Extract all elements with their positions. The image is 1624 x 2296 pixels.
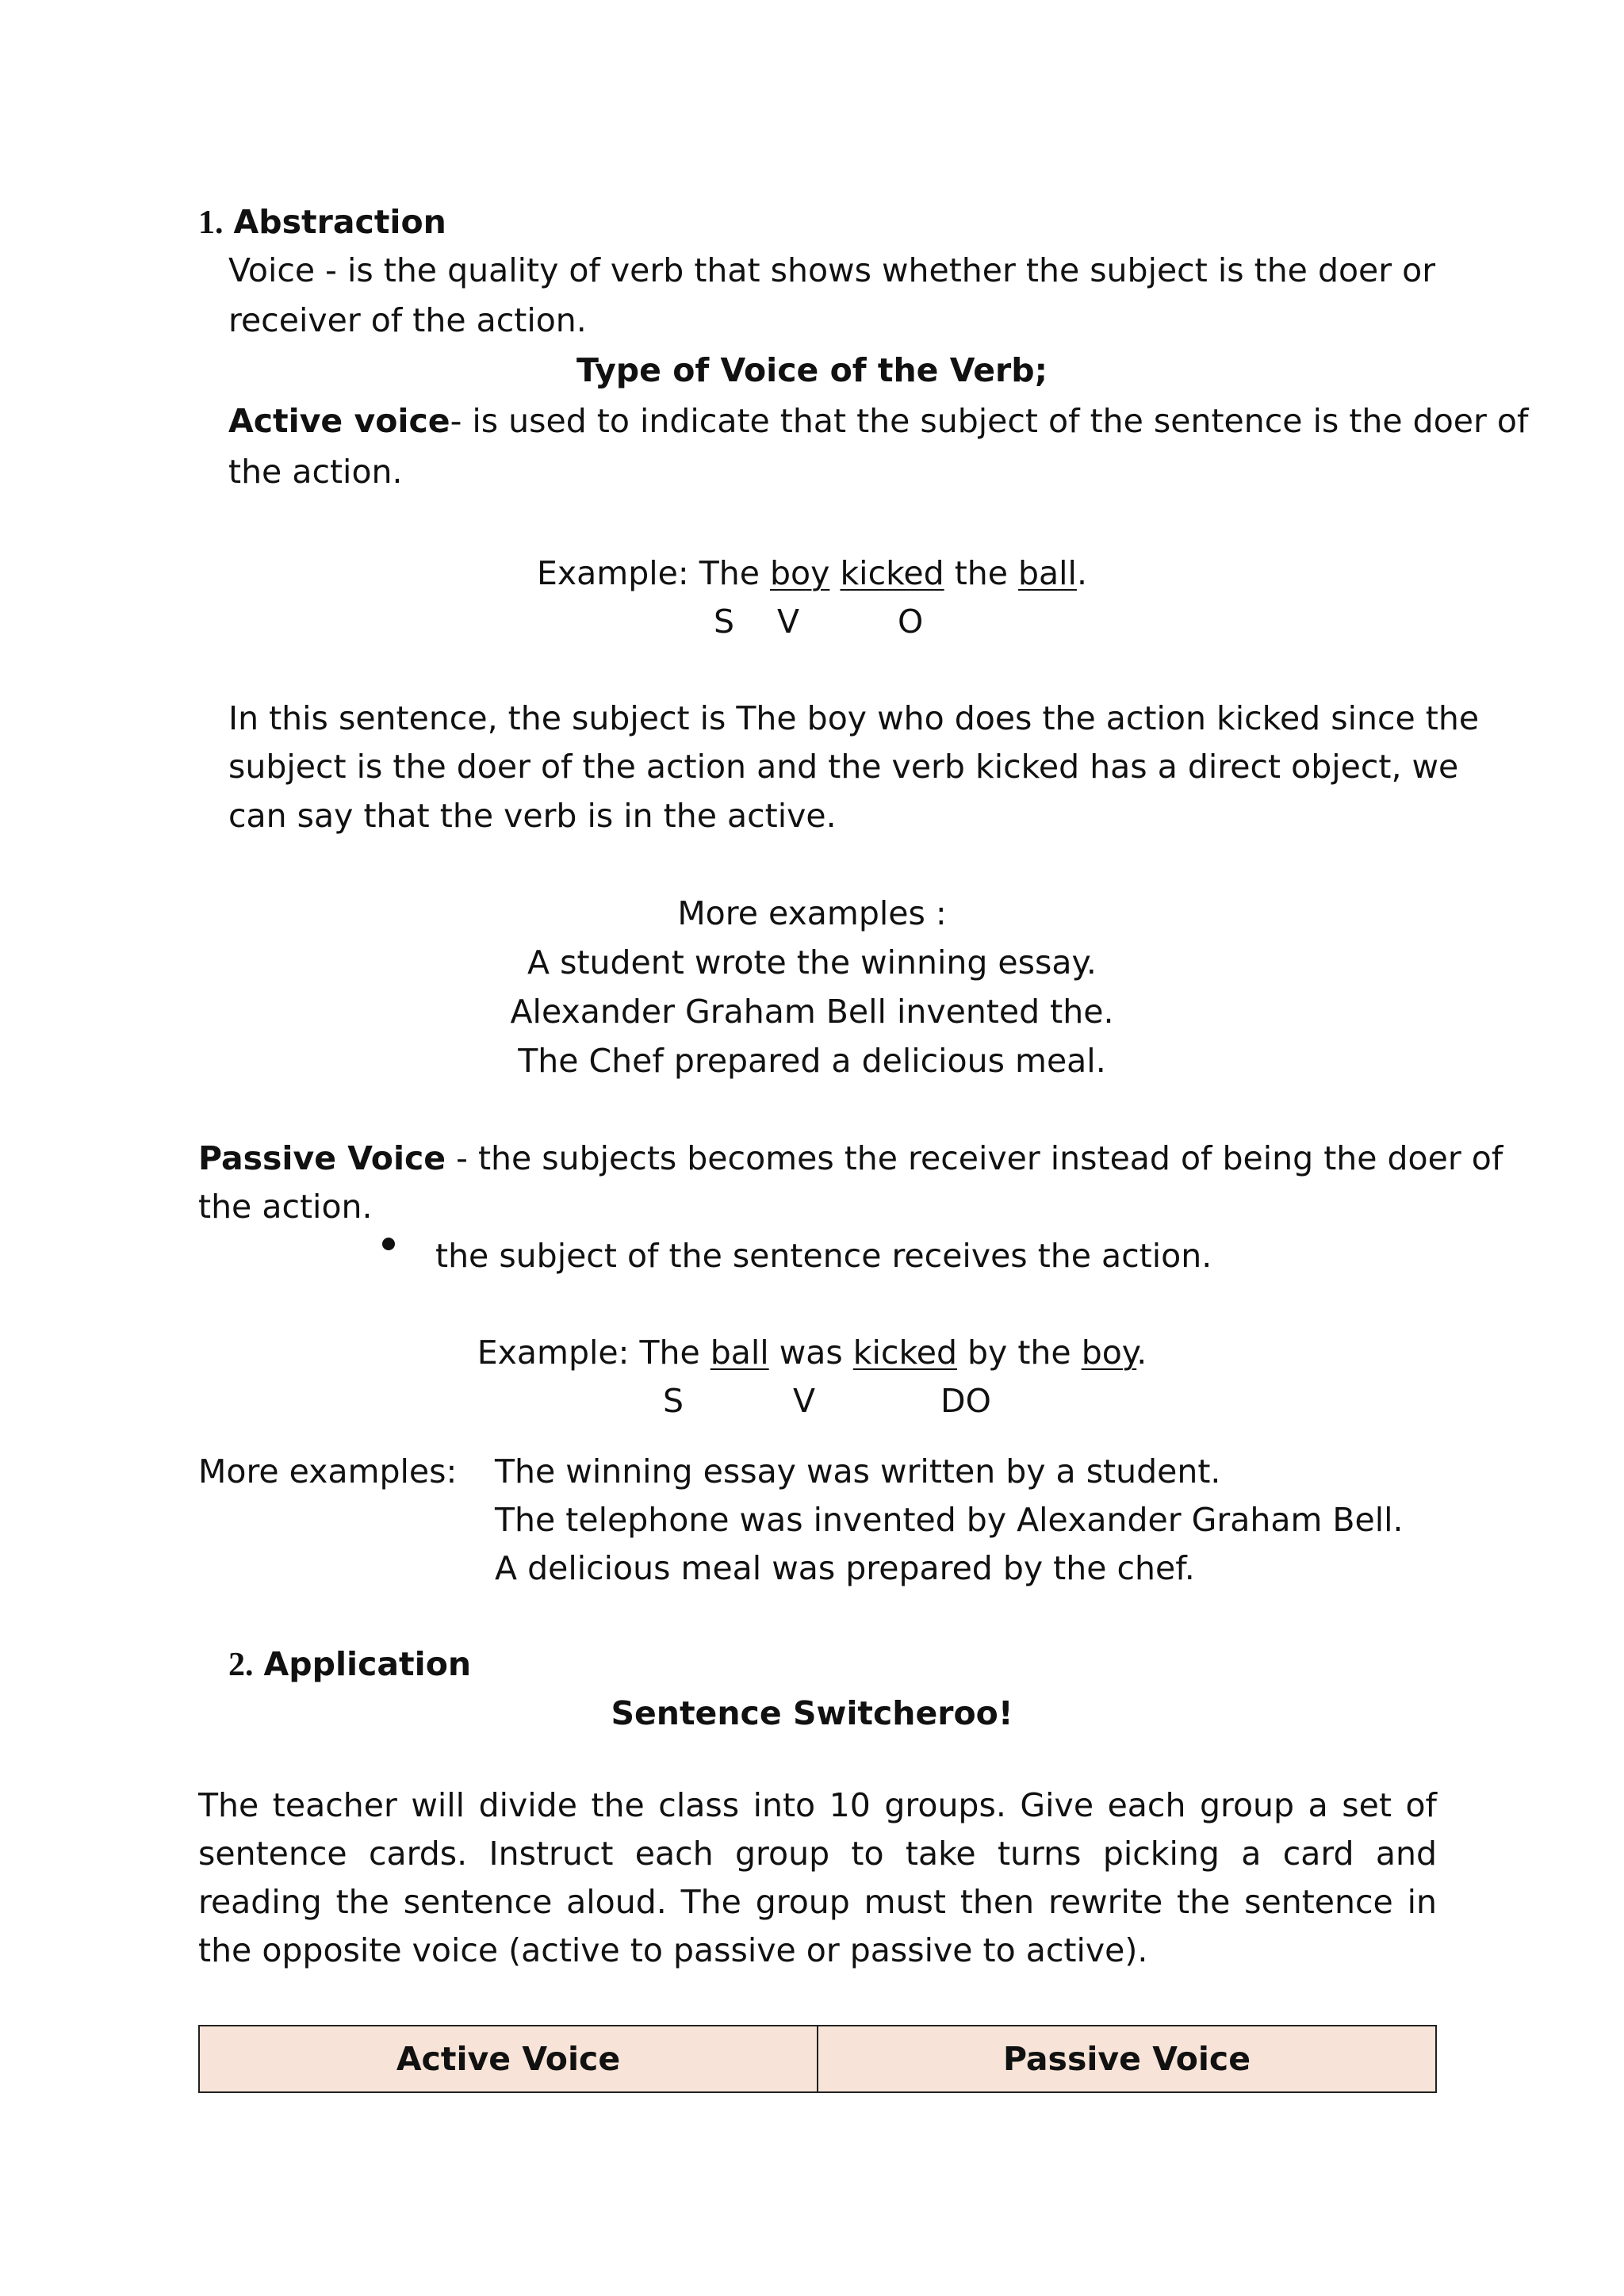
passive-example-2: The telephone was invented by Alexander Graham Bell.	[495, 1501, 1404, 1539]
types-heading: Type of Voice of the Verb;	[576, 351, 1048, 389]
example-text: Example: The	[477, 1334, 710, 1372]
passive-more-examples-label: More examples:	[198, 1452, 458, 1490]
label-v: V	[777, 603, 800, 641]
section-2-heading	[228, 1640, 471, 1689]
example-subject-word: boy	[770, 554, 830, 592]
example-text: the	[944, 554, 1019, 592]
label-s: S	[714, 603, 735, 641]
passive-example-sentence	[0, 1328, 1624, 1377]
example-text: by the	[957, 1334, 1082, 1372]
active-voice-definition	[228, 396, 1528, 446]
example-text: .	[1076, 554, 1087, 592]
explanation-line-1: In this sentence, the subject is The boy who does the action kicked since the	[228, 699, 1480, 737]
example-text: was	[768, 1334, 853, 1372]
example-object-word: boy	[1081, 1334, 1137, 1372]
section-1-title: Abstraction	[233, 203, 446, 241]
example-verb-word: kicked	[852, 1334, 957, 1372]
passive-voice-def-text: - the subjects becomes the receiver instead of being the doer of	[446, 1139, 1503, 1177]
example-object-word: ball	[1018, 554, 1077, 592]
voice-table-header	[198, 2025, 1437, 2093]
active-more-examples-heading: More examples :	[677, 894, 947, 932]
bullet-icon	[382, 1238, 395, 1250]
passive-voice-def-line-2: the action.	[198, 1188, 373, 1226]
table-header-active-voice: Active Voice	[396, 2040, 621, 2078]
label-v: V	[793, 1382, 816, 1420]
example-subject-word: ball	[710, 1334, 769, 1372]
activity-title: Sentence Switcheroo!	[611, 1694, 1013, 1732]
example-verb-word: kicked	[840, 554, 944, 592]
passive-example-3: A delicious meal was prepared by the chef.	[495, 1549, 1195, 1587]
active-example-sentence	[0, 549, 1624, 598]
activity-instructions: The teacher will divide the class into 10 groups. Give each group a set of sentence cards. Instruct each group to take turns picking a card and reading the sentence aloud. The group must then rewrite the sentence in the opposite voice (active to passive or passive to active).	[198, 1786, 1437, 1969]
passive-voice-term: Passive Voice	[198, 1139, 446, 1177]
section-1-heading	[198, 197, 446, 247]
active-example-3: The Chef prepared a delicious meal.	[518, 1042, 1106, 1080]
example-text: .	[1136, 1334, 1147, 1372]
label-s: S	[663, 1382, 684, 1420]
example-text: Example: The	[537, 554, 771, 592]
voice-definition-line-2: receiver of the action.	[228, 301, 587, 339]
active-example-2: Alexander Graham Bell invented the.	[510, 993, 1114, 1031]
label-do: DO	[940, 1382, 991, 1420]
active-example-1: A student wrote the winning essay.	[527, 943, 1097, 982]
passive-voice-definition	[198, 1134, 1503, 1183]
section-2-title: Application	[263, 1645, 472, 1683]
active-voice-term: Active voice	[228, 402, 450, 440]
active-voice-def-line-2: the action.	[228, 453, 403, 491]
section-1-number: 1.	[198, 205, 224, 241]
passive-bullet-text: the subject of the sentence receives the action.	[435, 1237, 1212, 1275]
table-header-passive-voice: Passive Voice	[817, 2026, 1435, 2091]
passive-example-1: The winning essay was written by a student.	[495, 1452, 1221, 1490]
explanation-line-3: can say that the verb is in the active.	[228, 797, 837, 835]
voice-definition-line-1: Voice - is the quality of verb that shows whether the subject is the doer or	[228, 251, 1436, 289]
section-2-number: 2.	[228, 1647, 254, 1683]
explanation-line-2: subject is the doer of the action and the verb kicked has a direct object, we	[228, 748, 1459, 786]
label-o: O	[898, 603, 924, 641]
active-voice-def-text: - is used to indicate that the subject of the sentence is the doer of	[450, 402, 1529, 440]
